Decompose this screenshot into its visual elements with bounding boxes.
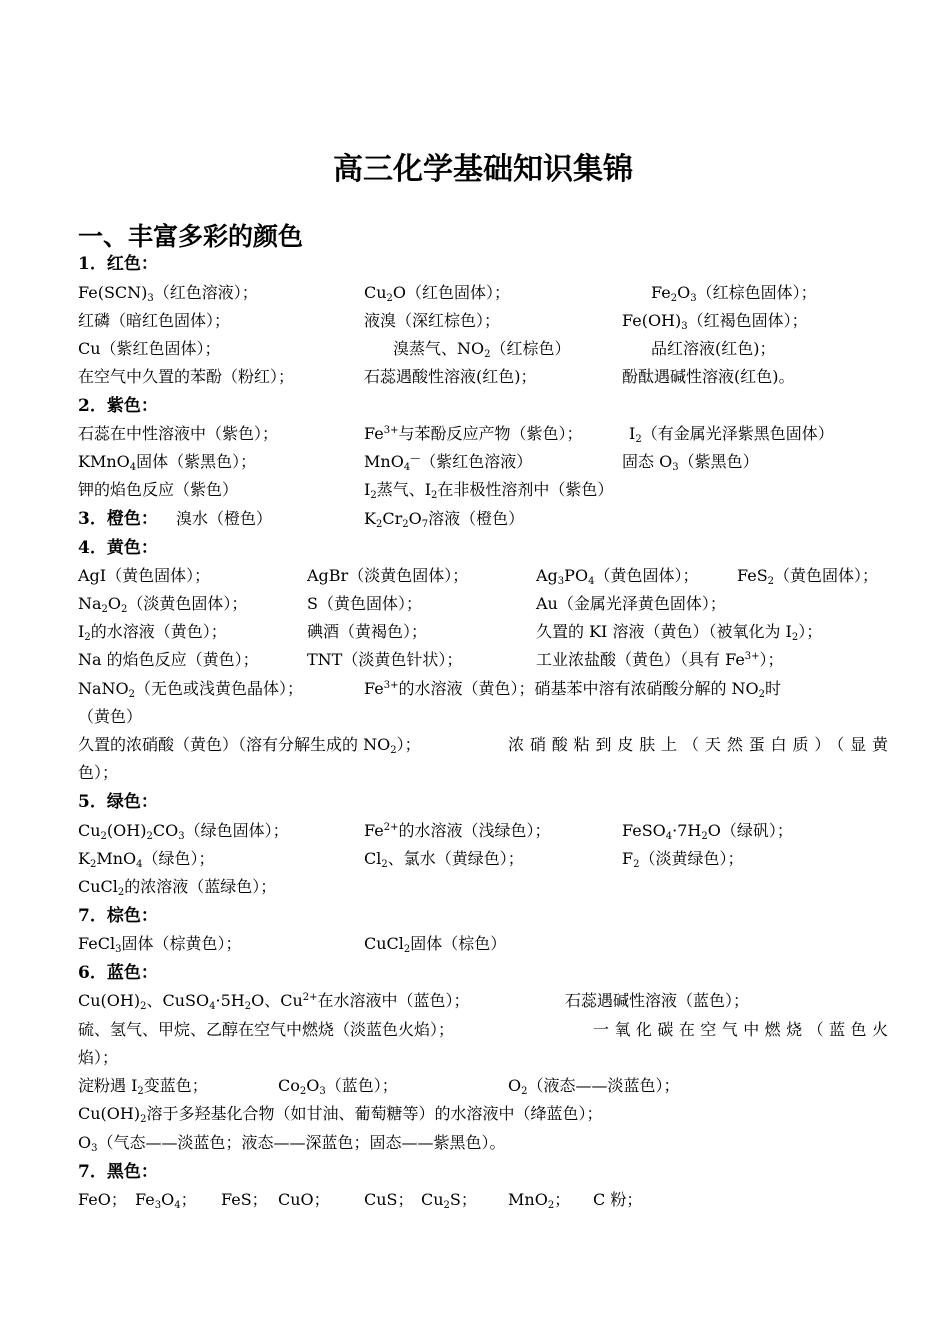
yellow-item-15-text: 的水溶液（黄色）；硝基苯中溶有浓硝酸分解的 (398, 679, 727, 698)
heading-green: 5．绿色： (78, 792, 158, 812)
yellow-item-7: Au（金属光泽黄色固体）； (536, 594, 726, 613)
green-item-7: CuCl$_2$的浓溶液（蓝绿色）； (78, 877, 277, 898)
blue-item-4-wrap: 焰）； (78, 1048, 119, 1067)
brown-item-1: FeCl$_3$固体（棕黄色）； (78, 934, 242, 955)
purple-item-5: MnO$_4$—（紫红色溶液） (364, 452, 533, 473)
blue-item-3: 硫、氢气、甲烷、乙醇在空气中燃烧（淡蓝色火焰）； (78, 1020, 455, 1039)
purple-item-2: $Fe^{3+}$与苯酚反应产物（紫色）； (364, 424, 583, 443)
blue-item-1: $Cu(OH)_2$、$CuSO_4\cdot 5H_2O$、$Cu^{2+}$在水溶液中（蓝色）； (78, 991, 470, 1012)
black-item-2: $Fe_3O_4$； (135, 1190, 197, 1211)
heading-yellow: 4．黄色： (78, 538, 158, 558)
blue-item-4: 一氧化碳在空气中燃烧（蓝色火 (593, 1020, 888, 1039)
black-item-8: C 粉； (593, 1190, 643, 1209)
red-item-2: $Cu_2O$（红色固体）； (364, 283, 511, 304)
black-item-4: CuO； (278, 1190, 330, 1209)
red-item-9: 品红溶液(红色)； (651, 339, 776, 358)
red-item-5: 液溴（深红棕色）； (364, 311, 501, 330)
yellow-item-15: $Fe^{3+}$的水溶液（黄色）；硝基苯中溶有浓硝酸分解的 $NO_2$时 (364, 679, 782, 700)
yellow-item-17-wrap: 色）； (78, 763, 119, 782)
blue-item-9: $O_3$（气态——淡蓝色；液态——深蓝色；固态——紫黑色）。 (78, 1133, 506, 1154)
black-item-6: $Cu_2S$； (421, 1190, 477, 1211)
yellow-item-3: $Ag_3PO_4$（黄色固体）； (536, 566, 699, 587)
purple-item-7: 钾的焰色反应（紫色） (78, 480, 239, 499)
yellow-item-4: FeS$_2$（黄色固体）； (737, 566, 879, 587)
purple-item-1: 石蕊在中性溶液中（紫色）； (78, 424, 279, 443)
black-item-7: MnO$_2$； (508, 1190, 571, 1211)
red-item-11: 石蕊遇酸性溶液(红色)； (364, 367, 537, 386)
green-item-6: $F_2$（淡黄绿色）； (622, 849, 744, 870)
yellow-item-5: $Na_2O_2$（淡黄色固体）； (78, 594, 248, 615)
purple-item-8: $I_2$蒸气、$I_2$在非极性溶剂中（紫色） (364, 480, 614, 501)
yellow-item-11: Na 的焰色反应（黄色）； (78, 650, 259, 669)
green-item-5: $Cl_2$、氯水（黄绿色）； (364, 849, 524, 870)
yellow-item-8: $I_2$的水溶液（黄色）； (78, 622, 227, 643)
yellow-item-17: 浓硝酸粘到皮肤上（天然蛋白质）（显黄 (508, 735, 888, 754)
heading-orange: 3．橙色： (78, 509, 158, 529)
yellow-item-15-end: 时 (765, 679, 782, 698)
yellow-item-1: AgI（黄色固体）； (78, 566, 211, 585)
red-item-6: $Fe(OH)_3$（红褐色固体）； (622, 311, 808, 332)
red-item-10: 在空气中久置的苯酚（粉红）； (78, 367, 295, 386)
yellow-item-15-wrap: （黄色） (78, 707, 143, 726)
purple-item-4: KMnO$_4$固体（紫黑色）； (78, 452, 257, 473)
green-item-4: $K_2MnO_4$（绿色）； (78, 849, 215, 870)
red-item-3: $Fe_2O_3$（红棕色固体）； (651, 283, 817, 304)
document-title: 高三化学基础知识集锦 (333, 152, 633, 187)
purple-item-6: 固态 $O_3$（紫黑色） (622, 452, 759, 473)
blue-item-5: 淀粉遇 $I_2$变蓝色； (78, 1076, 208, 1097)
heading-blue: 6．蓝色： (78, 963, 158, 983)
orange-item-1: 溴水（橙色） (176, 509, 273, 528)
brown-item-2: CuCl$_2$固体（棕色） (364, 934, 507, 955)
black-item-5: CuS； (364, 1190, 414, 1209)
red-item-4: 红磷（暗红色固体）； (78, 311, 231, 330)
blue-item-6: $Co_2O_3$（蓝色）； (278, 1076, 398, 1097)
section-heading: 一、丰富多彩的颜色 (78, 222, 304, 251)
heading-red: 1．红色： (78, 254, 158, 274)
blue-item-2: 石蕊遇碱性溶液（蓝色）； (565, 991, 750, 1010)
black-item-1: FeO； (78, 1190, 127, 1209)
yellow-item-9: 碘酒（黄褐色）； (307, 622, 428, 641)
heading-brown: 7．棕色： (78, 906, 158, 926)
heading-purple: 2．紫色： (78, 396, 158, 416)
green-item-2: $Fe^{2+}$的水溶液（浅绿色）； (364, 821, 551, 840)
blue-item-8: $Cu(OH)_2$溶于多羟基化合物（如甘油、葡萄糖等）的水溶液中（绛蓝色）； (78, 1104, 603, 1125)
heading-black: 7．黑色： (78, 1162, 158, 1182)
purple-item-3: $I_2$（有金属光泽紫黑色固体） (629, 424, 834, 445)
red-item-7: Cu（紫红色固体）； (78, 339, 221, 358)
orange-item-2: $K_2Cr_2O_7$溶液（橙色） (364, 509, 525, 530)
red-item-8: 溴蒸气、$NO_2$（红棕色） (393, 339, 571, 360)
black-item-3: FeS； (221, 1190, 268, 1209)
yellow-item-6: S（黄色固体）； (307, 594, 422, 613)
red-item-12: 酚酞遇碱性溶液(红色)。 (622, 367, 795, 386)
yellow-item-16: 久置的浓硝酸（黄色）（溶有分解生成的 $NO_2$）； (78, 735, 421, 756)
yellow-item-10: 久置的 KI 溶液（黄色）（被氧化为 $I_2$）； (536, 622, 823, 643)
green-item-1: $Cu_2(OH)_2CO_3$（绿色固体）； (78, 821, 289, 842)
yellow-item-14: NaNO$_2$（无色或浅黄色晶体）； (78, 679, 304, 700)
yellow-item-13: 工业浓盐酸（黄色）（具有 $Fe^{3+}$）； (536, 650, 784, 669)
yellow-item-2: AgBr（淡黄色固体）； (307, 566, 469, 585)
green-item-3: $FeSO_4\cdot 7H_2O$（绿矾）； (622, 821, 793, 842)
blue-item-7: $O_2$（液态——淡蓝色）； (508, 1076, 680, 1097)
red-item-1: $Fe(SCN)_3$（红色溶液）； (78, 283, 258, 304)
yellow-item-12: TNT（淡黄色针状）； (307, 650, 463, 669)
